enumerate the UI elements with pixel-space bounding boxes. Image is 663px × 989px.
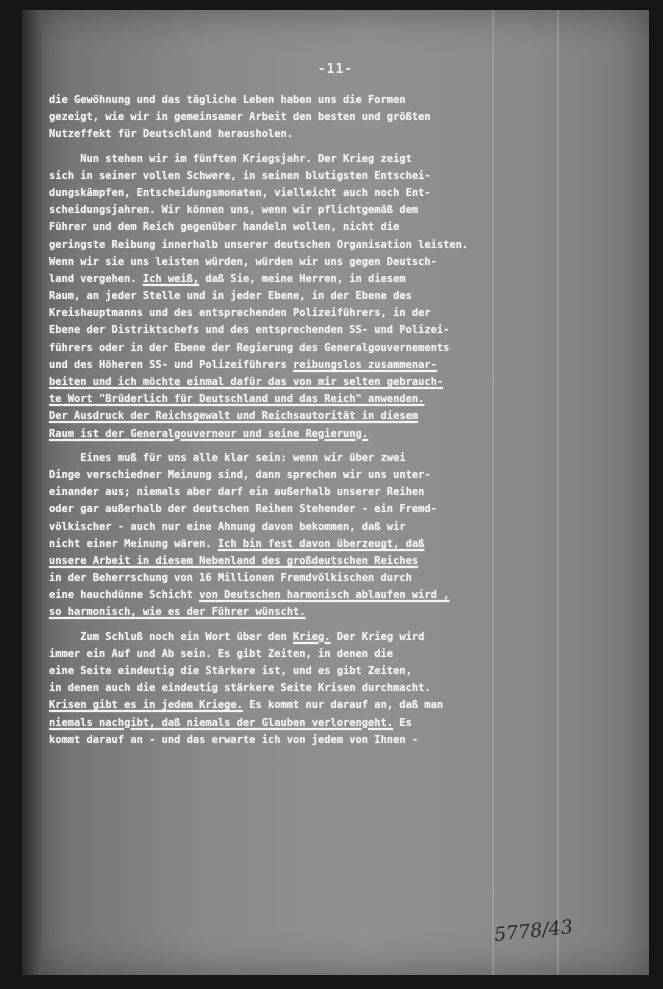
text-line bbox=[49, 553, 644, 570]
line-text: land vergehen. bbox=[49, 272, 143, 285]
underlined-text: beiten und ich möchte einmal dafür das von mir selten gebrauch- bbox=[49, 376, 444, 388]
underlined-text: Krisen gibt es in jedem Kriege. bbox=[49, 699, 243, 712]
text-line bbox=[49, 519, 644, 536]
line-text: scheidungsjahren. Wir können uns, wenn wir pflichtgemäß dem bbox=[49, 204, 419, 217]
line-text: Führer und dem Reich gegenüber handeln wollen, nicht die bbox=[49, 221, 400, 234]
paragraph-gap bbox=[49, 144, 644, 151]
archive-number-handwritten: 5778/43 bbox=[493, 915, 574, 947]
text-line bbox=[49, 697, 644, 714]
line-text: nicht einer Meinung wären. bbox=[49, 537, 218, 550]
text-line bbox=[49, 288, 644, 305]
text-line bbox=[49, 271, 644, 288]
text-line bbox=[49, 151, 644, 168]
line-text: eine hauchdünne Schicht bbox=[49, 589, 200, 602]
text-line bbox=[49, 202, 644, 219]
line-text-tail: Der Krieg wird bbox=[330, 630, 425, 643]
text-line bbox=[49, 185, 644, 202]
text-line bbox=[49, 109, 644, 126]
line-text: Nun stehen wir im fünften Kriegsjahr. Der Krieg zeigt bbox=[49, 152, 412, 165]
paragraph-gap bbox=[49, 443, 644, 450]
line-text-tail: Es bbox=[393, 716, 412, 729]
text-line bbox=[49, 426, 644, 443]
line-text: und des Höheren SS- und Polizeiführers bbox=[49, 358, 293, 371]
line-text: dungskämpfen, Entscheidungsmonaten, vielleicht auch noch Ent- bbox=[49, 186, 431, 199]
text-line bbox=[49, 663, 644, 680]
line-text: Kreishauptmanns und des entsprechenden Polizeiführers, in der bbox=[49, 307, 431, 320]
line-text: eine Seite eindeutig die Stärkere ist, und es gibt Zeiten, bbox=[49, 665, 412, 677]
line-text: geringste Reibung innerhalb unserer deutschen Organisation leisten. bbox=[49, 238, 469, 251]
text-line bbox=[49, 126, 644, 143]
text-line bbox=[49, 715, 644, 732]
text-line bbox=[49, 629, 644, 646]
line-text: Zum Schluß noch ein Wort über den bbox=[49, 630, 293, 643]
underlined-text: te Wort "Brüderlich für Deutschland und das Reich" anwenden. bbox=[49, 393, 425, 406]
line-text: sich in seiner vollen Schwere, in seinen blutigsten Entschei- bbox=[49, 169, 431, 182]
text-line bbox=[49, 450, 644, 467]
line-text: kommt darauf an - und das erwarte ich von jedem von Ihnen - bbox=[49, 733, 419, 746]
text-line bbox=[49, 570, 644, 587]
text-line bbox=[49, 604, 644, 621]
text-line bbox=[49, 484, 644, 501]
line-text: führers oder in der Ebene der Regierung des Generalgouvernements bbox=[49, 341, 450, 354]
line-text: Dinge verschiedner Meinung sind, dann sprechen wir uns unter- bbox=[49, 468, 431, 481]
text-line bbox=[49, 237, 644, 254]
page-left-edge bbox=[22, 10, 42, 975]
underlined-text: so harmonisch, wie es der Führer wünscht. bbox=[49, 606, 306, 619]
paragraph-gap bbox=[49, 622, 644, 629]
underlined-text: von Deutschen harmonisch ablaufen wird , bbox=[199, 589, 450, 602]
text-line bbox=[49, 467, 644, 484]
text-line bbox=[49, 168, 644, 185]
line-text: Eines muß für uns alle klar sein: wenn wir über zwei bbox=[49, 451, 406, 464]
line-text: gezeigt, wie wir in gemeinsamer Arbeit den besten und größten bbox=[49, 111, 431, 124]
line-text: Nutzeffekt für Deutschland herausholen. bbox=[49, 128, 293, 141]
text-line bbox=[49, 219, 644, 236]
line-text: in denen auch die eindeutig stärkere Seite Krisen durchmacht. bbox=[49, 682, 431, 695]
line-text: Raum, an jeder Stelle und in jeder Ebene, in der Ebene des bbox=[49, 290, 412, 303]
text-line bbox=[49, 646, 644, 663]
text-line bbox=[49, 305, 644, 322]
text-line bbox=[49, 357, 644, 374]
text-line bbox=[49, 340, 644, 357]
typewritten-page bbox=[22, 10, 649, 975]
line-text: die Gewöhnung und das tägliche Leben haben uns die Formen bbox=[49, 94, 406, 106]
underlined-text: reibungslos zusammenar- bbox=[292, 358, 437, 371]
text-line bbox=[49, 322, 644, 339]
document-body bbox=[49, 92, 644, 749]
text-line bbox=[49, 732, 644, 749]
text-line bbox=[49, 92, 644, 109]
underlined-text: Ich weiß, bbox=[142, 272, 200, 285]
underlined-text: Raum ist der Generalgouverneur und seine Regierung. bbox=[49, 427, 369, 440]
text-line bbox=[49, 374, 644, 391]
line-text: in der Beherrschung von 16 Millionen Fremdvölkischen durch bbox=[49, 572, 412, 585]
underlined-text: Der Ausdruck der Reichsgewalt und Reichsautorität in diesem bbox=[49, 410, 419, 423]
line-text-tail: daß Sie, meine Herren, in diesem bbox=[199, 272, 406, 285]
line-text: immer ein Auf und Ab sein. Es gibt Zeiten, in denen die bbox=[49, 647, 394, 660]
underlined-text: Ich bin fest davon überzeugt, daß bbox=[217, 537, 425, 550]
line-text: Wenn wir sie uns leisten würden, würden wir uns gegen Deutsch- bbox=[49, 255, 437, 268]
text-line bbox=[49, 587, 644, 604]
underlined-text: unsere Arbeit in diesem Nebenland des großdeutschen Reiches bbox=[49, 554, 419, 567]
underlined-text: Krieg. bbox=[292, 630, 331, 643]
line-text: einander aus; niemals aber darf ein außerhalb unserer Reihen bbox=[49, 486, 425, 499]
line-text-tail: Es kommt nur darauf an, daß man bbox=[242, 699, 444, 712]
text-line bbox=[49, 536, 644, 553]
text-line bbox=[49, 254, 644, 271]
text-line bbox=[49, 680, 644, 697]
page-number: -11- bbox=[317, 62, 354, 77]
line-text: oder gar außerhalb der deutschen Reihen Stehender - ein Fremd- bbox=[49, 503, 437, 516]
text-line bbox=[49, 408, 644, 425]
line-text: völkischer - auch nur eine Ahnung davon bekommen, daß wir bbox=[49, 520, 406, 533]
text-line bbox=[49, 391, 644, 408]
line-text: Ebene der Distriktschefs und des entsprechenden SS- und Polizei- bbox=[49, 324, 450, 337]
underlined-text: niemals nachgibt, daß niemals der Glauben verlorengeht. bbox=[49, 716, 394, 729]
text-line bbox=[49, 501, 644, 518]
